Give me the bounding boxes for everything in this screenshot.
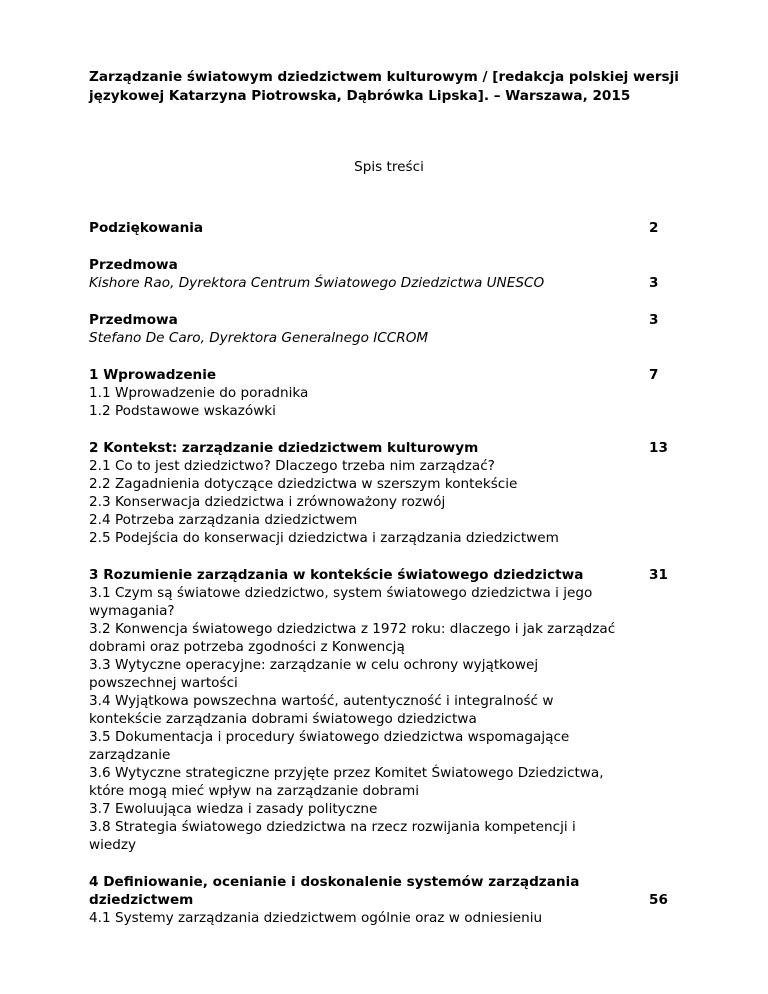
- toc-entry-body: [89, 311, 619, 347]
- toc-subentry: 3.5 Dokumentacja i procedury światowego dziedzictwa wspomagające zarządzanie: [89, 729, 570, 763]
- toc-subentry: 2.3 Konserwacja dziedzictwa i zrównoważony rozwój: [89, 494, 446, 510]
- toc-subentry: 3.1 Czym są światowe dziedzictwo, system światowego dziedzictwa i jego wymagania?: [89, 585, 593, 619]
- toc-subentry: 2.2 Zagadnienia dotyczące dziedzictwa w szerszym kontekście: [89, 476, 518, 492]
- toc-entry: [89, 256, 689, 292]
- toc-entry-page: 31: [649, 567, 668, 583]
- toc-entry-body: [89, 366, 619, 420]
- toc-entry-body: [89, 439, 619, 547]
- toc-subentry: 2.4 Potrzeba zarządzania dziedzictwem: [89, 512, 358, 528]
- toc-entry: [89, 311, 689, 347]
- toc-entry-title: Podziękowania: [89, 220, 204, 236]
- toc-entry-title: 1 Wprowadzenie: [89, 367, 217, 383]
- toc-entry-title: 2 Kontekst: zarządzanie dziedzictwem kulturowym: [89, 440, 479, 456]
- toc-subentry: 3.8 Strategia światowego dziedzictwa na rzecz rozwijania kompetencji i wiedzy: [89, 819, 576, 853]
- toc-list: [89, 219, 689, 927]
- toc-entry-body: [89, 256, 619, 292]
- document-page: [89, 68, 689, 946]
- toc-subentry: 3.2 Konwencja światowego dziedzictwa z 1972 roku: dlaczego i jak zarządzać dobrami oraz potrzeba zgodności z Konwencją: [89, 621, 616, 655]
- toc-subentry: 4.1 Systemy zarządzania dziedzictwem ogólnie oraz w odniesieniu: [89, 910, 543, 926]
- toc-entry-page: 3: [649, 275, 659, 291]
- toc-subentry: 1.1 Wprowadzenie do poradnika: [89, 385, 309, 401]
- toc-heading: Spis treści: [354, 159, 424, 175]
- toc-entry-page: 2: [649, 220, 659, 236]
- toc-subentry: 3.7 Ewoluująca wiedza i zasady polityczne: [89, 801, 378, 817]
- toc-entry-page: 56: [649, 892, 668, 908]
- toc-entry-title: Przedmowa: [89, 312, 178, 328]
- toc-entry-body: [89, 566, 619, 854]
- toc-entry: [89, 566, 689, 854]
- toc-entry-page: 7: [649, 367, 659, 383]
- bibliographic-citation: Zarządzanie światowym dziedzictwem kulturowym / [redakcja polskiej wersji językowej Katarzyna Piotrowska, Dąbrówka Lipska]. – Warszawa, 2015: [89, 69, 679, 104]
- toc-entry-title: Przedmowa: [89, 257, 178, 273]
- toc-entry-author: Stefano De Caro, Dyrektora Generalnego ICCROM: [89, 330, 429, 346]
- toc-entry-title: 4 Definiowanie, ocenianie i doskonalenie systemów zarządzania dziedzictwem: [89, 874, 580, 908]
- toc-subentry: 3.4 Wyjątkowa powszechna wartość, autentyczność i integralność w kontekście zarządzania dobrami światowego dziedzictwa: [89, 693, 554, 727]
- toc-subentry: 3.3 Wytyczne operacyjne: zarządzanie w celu ochrony wyjątkowej powszechnej wartości: [89, 657, 539, 691]
- toc-entry: [89, 439, 689, 547]
- toc-entry-author: Kishore Rao, Dyrektora Centrum Światowego Dziedzictwa UNESCO: [89, 275, 545, 291]
- toc-entry-page: 13: [649, 440, 668, 456]
- toc-subentry: 2.1 Co to jest dziedzictwo? Dlaczego trzeba nim zarządzać?: [89, 458, 495, 474]
- toc-entry: [89, 219, 689, 237]
- toc-entry-title: 3 Rozumienie zarządzania w kontekście światowego dziedzictwa: [89, 567, 584, 583]
- toc-entry: [89, 366, 689, 420]
- toc-subentry: 1.2 Podstawowe wskazówki: [89, 403, 276, 419]
- toc-subentry: 3.6 Wytyczne strategiczne przyjęte przez Komitet Światowego Dziedzictwa, które mogą mieć wpływ na zarządzanie dobrami: [89, 765, 604, 799]
- toc-entry-body: [89, 873, 619, 927]
- toc-entry-page: 3: [649, 312, 659, 328]
- toc-entry-body: [89, 219, 619, 237]
- toc-entry: [89, 873, 689, 927]
- toc-subentry: 2.5 Podejścia do konserwacji dziedzictwa i zarządzania dziedzictwem: [89, 530, 559, 546]
